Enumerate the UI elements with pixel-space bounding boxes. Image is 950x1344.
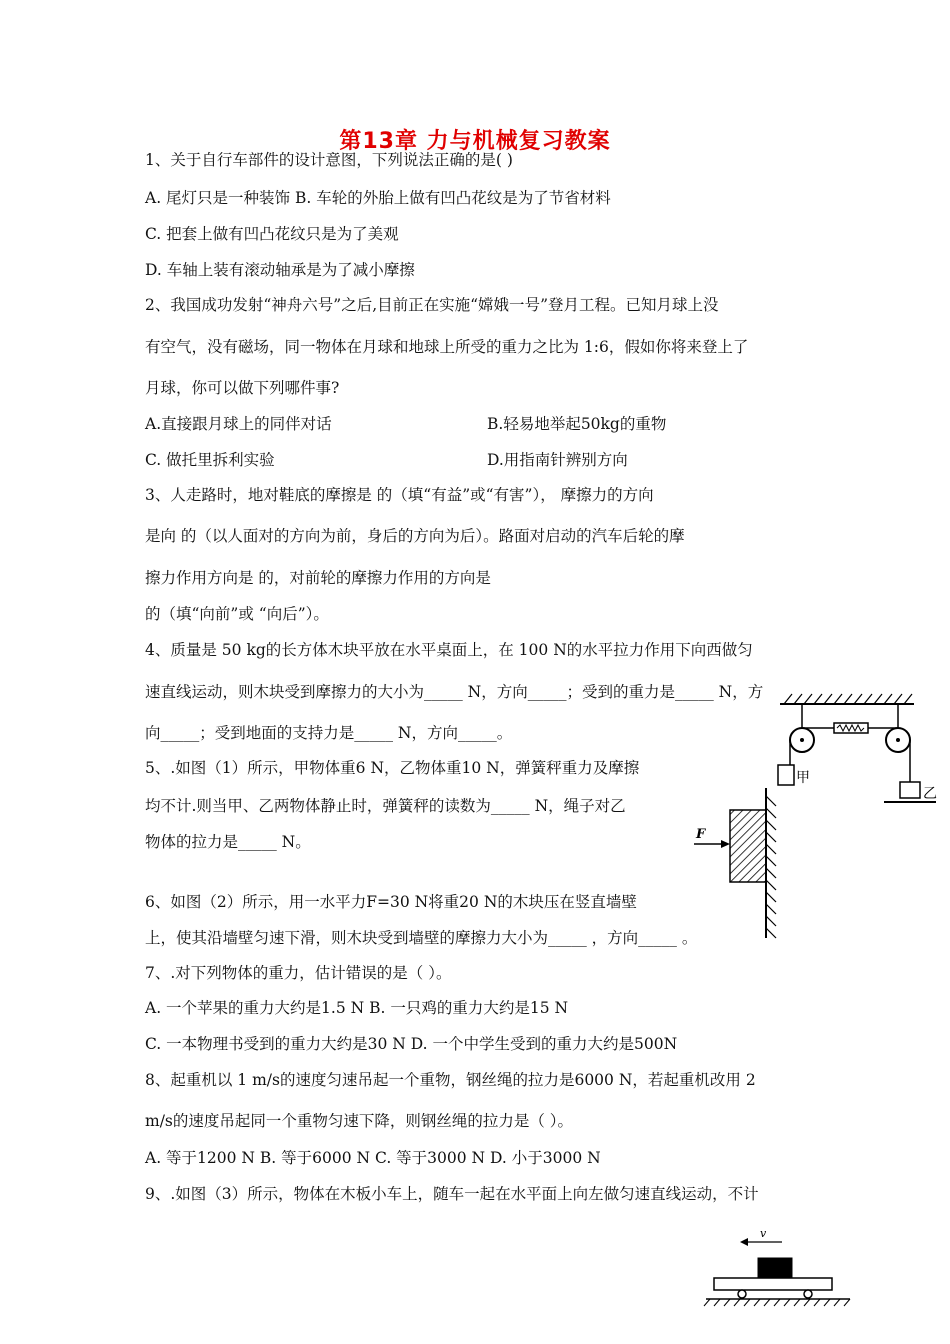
q7-stem: 7、.对下列物体的重力，估计错误的是（ ）。 (145, 964, 452, 982)
q9-line1: 9、.如图（3）所示，物体在木板小车上，随车一起在水平面上向左做匀速直线运动，不计 (145, 1185, 759, 1203)
q7-options-cd: C. 一本物理书受到的重力大约是30 N D. 一个中学生受到的重力大约是500N (145, 1035, 678, 1053)
q2-stem-line3: 月球，你可以做下列哪件事? (145, 379, 340, 397)
q3-line1: 3、人走路时，地对鞋底的摩擦是 的（填“有益”或“有害”）， 摩擦力的方向 (145, 486, 654, 504)
q5-line2: 均不计.则当甲、乙两物体静止时，弹簧秤的读数为_____ N，绳子对乙 (145, 797, 626, 815)
q5-line3: 物体的拉力是_____ N。 (145, 833, 311, 851)
figure-2-block-wall (690, 786, 790, 942)
q3-line3: 擦力作用方向是 的，对前轮的摩擦力作用的方向是 (145, 569, 491, 587)
q3-line4: 的（填“向前”或 “向后”）。 (145, 605, 329, 623)
q6-line2: 上，使其沿墙壁匀速下滑，则木块受到墙壁的摩擦力大小为_____ ，方向_____ 。 (145, 929, 698, 947)
figure-2-force-label: F (696, 827, 706, 842)
q4-line2: 速直线运动，则木块受到摩擦力的大小为_____ N，方向_____；受到的重力是_____ N，方 (145, 683, 764, 701)
q1-option-c: C. 把套上做有凹凸花纹只是为了美观 (145, 225, 399, 243)
q1-option-d: D. 车轴上装有滚动轴承是为了减小摩擦 (145, 261, 415, 279)
q4-line3: 向_____；受到地面的支持力是_____ N，方向_____。 (145, 724, 513, 742)
figure-1-label-yi: 乙 (923, 786, 937, 802)
q2-stem-line2: 有空气，没有磁场，同一物体在月球和地球上所受的重力之比为 1:6，假如你将来登上了 (145, 338, 749, 356)
figure-3-velocity-label: v (760, 1227, 767, 1240)
figure-3-cart (700, 1226, 860, 1334)
q2-option-c: C. 做托里拆利实验 (145, 451, 275, 469)
q3-line2: 是向 的（以人面对的方向为前，身后的方向为后）。路面对启动的汽车后轮的摩 (145, 527, 685, 545)
q4-line1: 4、质量是 50 kg的长方体木块平放在水平桌面上，在 100 N的水平拉力作用下向西做匀 (145, 641, 753, 659)
q1-stem: 1、关于自行车部件的设计意图，下列说法正确的是( ) (145, 151, 513, 169)
page-title: 第13章 力与机械复习教案 (339, 129, 611, 154)
q5-line1: 5、.如图（1）所示，甲物体重6 N，乙物体重10 N，弹簧秤重力及摩擦 (145, 759, 640, 777)
q7-options-ab: A. 一个苹果的重力大约是1.5 N B. 一只鸡的重力大约是15 N (145, 999, 569, 1017)
figure-1-label-jia: 甲 (796, 770, 810, 786)
q2-option-d: D.用指南针辨别方向 (487, 451, 628, 469)
q2-stem-line1: 2、我国成功发射“神舟六号”之后,目前正在实施“嫦娥一号”登月工程。已知月球上没 (145, 296, 719, 314)
figure-1-pulley-system (776, 690, 950, 810)
q8-line1: 8、起重机以 1 m/s的速度匀速吊起一个重物，钢丝绳的拉力是6000 N，若起重机改用 2 (145, 1071, 756, 1089)
q6-line1: 6、如图（2）所示，用一水平力F=30 N将重20 N的木块压在竖直墙壁 (145, 893, 637, 911)
q1-options-ab: A. 尾灯只是一种装饰 B. 车轮的外胎上做有凹凸花纹是为了节省材料 (145, 189, 611, 207)
q2-option-a: A.直接跟月球上的同伴对话 (145, 415, 332, 433)
q2-option-b: B.轻易地举起50kg的重物 (487, 415, 667, 433)
q8-line2: m/s的速度吊起同一个重物匀速下降，则钢丝绳的拉力是（ ）。 (145, 1112, 574, 1130)
q8-options: A. 等于1200 N B. 等于6000 N C. 等于3000 N D. 小于3000 N (145, 1149, 601, 1167)
